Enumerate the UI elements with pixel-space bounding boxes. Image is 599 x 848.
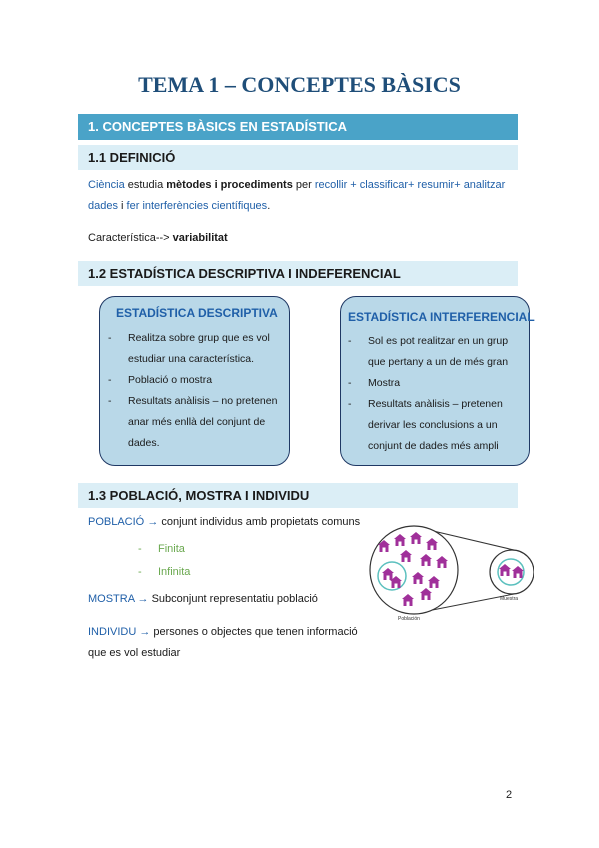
individu-line	[88, 622, 373, 664]
list-item: - Infinita	[138, 561, 190, 584]
list-item: - Resultats anàlisis – pretenen derivar les conclusions a un conjunt de dades més ampli	[348, 394, 526, 457]
poblacio-text: conjunt individus amb propietats comuns	[158, 516, 361, 528]
list-item: - Resultats anàlisis – no pretenen anar més enllà del conjunt de dades.	[108, 391, 278, 454]
individu-text: persones o objectes que tenen informació que es vol estudiar	[88, 626, 358, 659]
caracteristica-value: variabilitat	[172, 232, 228, 244]
poblacio-types	[138, 538, 190, 584]
list-item: - Població o mostra	[108, 370, 278, 391]
sample-circle	[490, 550, 534, 594]
def-dades: dades	[88, 200, 118, 212]
poblacio-label: POBLACIÓ	[88, 516, 145, 528]
arrow-icon: →	[137, 593, 149, 605]
subsection-heading-definicio: 1.1 DEFINICIÓ	[78, 145, 518, 170]
def-actions: recollir + classificar+ resumir+ analitzar	[314, 179, 506, 191]
descriptive-box-title: ESTADÍSTICA DESCRIPTIVA	[116, 306, 278, 320]
def-text: per	[292, 179, 315, 191]
def-metodes: mètodes i procediments	[166, 179, 293, 191]
list-item: - Sol es pot realitzar en un grup que pertany a un de més gran	[348, 331, 526, 373]
inferential-box-title: ESTADÍSTICA INTERFERENCIAL	[348, 310, 535, 324]
subsection-heading-poblacio: 1.3 POBLACIÓ, MOSTRA I INDIVIDU	[78, 483, 518, 508]
inferential-list	[348, 331, 526, 457]
definition-paragraph	[88, 175, 518, 217]
population-sample-illustration	[364, 522, 534, 622]
caracteristica-label: Característica-->	[88, 232, 173, 244]
poblacio-line	[88, 512, 360, 533]
list-item: - Finita	[138, 538, 190, 561]
caracteristica-line	[88, 228, 228, 249]
section-heading: 1. CONCEPTES BÀSICS EN ESTADÍSTICA	[78, 114, 518, 140]
arrow-icon: →	[147, 516, 159, 528]
individu-label: INDIVIDU	[88, 626, 137, 638]
def-text: i	[117, 200, 127, 212]
def-text: .	[267, 200, 271, 212]
page-title: TEMA 1 – CONCEPTES BÀSICS	[138, 72, 461, 97]
def-ciencia: Ciència	[88, 179, 125, 191]
mostra-text: Subconjunt representatiu població	[148, 593, 318, 605]
subsection-heading-descriptiva: 1.2 ESTADÍSTICA DESCRIPTIVA I INDEFERENCIAL	[78, 261, 518, 286]
def-text: estudia	[124, 179, 167, 191]
def-interferencies: fer interferències científiques	[126, 200, 268, 212]
page-number: 2	[506, 789, 513, 801]
mostra-line	[88, 589, 318, 610]
list-item: - Mostra	[348, 373, 526, 394]
population-label: Población	[398, 616, 420, 622]
arrow-icon: →	[139, 626, 151, 638]
sample-label: Muestra	[500, 596, 519, 602]
descriptive-list	[108, 328, 278, 454]
mostra-label: MOSTRA	[88, 593, 135, 605]
list-item: - Realitza sobre grup que es vol estudiar una característica.	[108, 328, 278, 370]
